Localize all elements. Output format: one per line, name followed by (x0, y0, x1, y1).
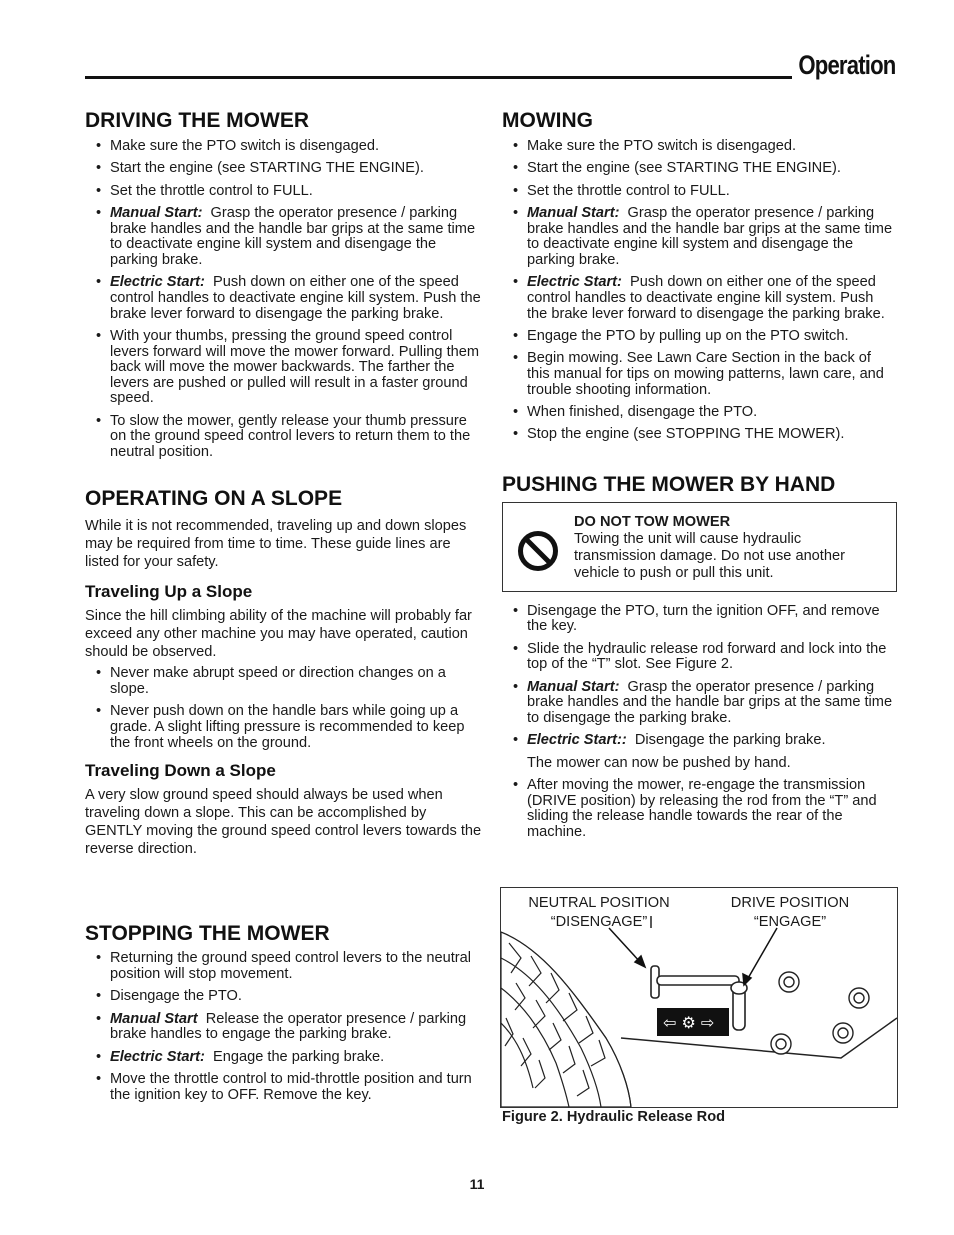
list-item-lead: Manual Start (110, 1010, 198, 1027)
list-item: • Never make abrupt speed or direction changes on a slope. (85, 666, 485, 697)
list-item-lead: Electric Start:: (527, 732, 627, 749)
list-item: • Returning the ground speed control levers to the neutral position will stop movement. (85, 951, 485, 982)
list-item: • Set the throttle control to FULL. (502, 184, 897, 200)
list-item: • Start the engine (see STARTING THE ENGINE). (85, 161, 485, 177)
bolts (771, 972, 869, 1054)
mowing-heading: MOWING (502, 109, 593, 132)
neutral-position-label (519, 894, 679, 932)
list-item: • After moving the mower, re-engage the transmission (DRIVE position) by releasing the rod from the “T” and sliding the release handle towards the rear of the machine. (502, 778, 897, 840)
list-item-text: Engage the parking brake. (213, 1048, 385, 1065)
list-item: • Set the throttle control to FULL. (85, 184, 485, 200)
list-item-text: Grasp the operator presence / parking brake handles and the handle bar grips at the same time to disengage the parking brake. (527, 678, 893, 727)
page-number: 11 (469, 1176, 485, 1192)
list-item-text: Grasp the operator presence / parking brake handles and the handle bar grips at the same time to deactivate engine kill system and disengage the parking brake. (527, 205, 893, 268)
list-item: • Never push down on the handle bars while going up a grade. A slight lifting pressure is recommended to keep the front wheels on the ground. (85, 704, 485, 751)
slope-heading: OPERATING ON A SLOPE (85, 487, 343, 511)
neutral-label-line2: “DISENGAGE” (550, 914, 648, 930)
list-item (502, 206, 897, 268)
list-item-lead: Manual Start: (110, 205, 203, 222)
list-item: • Stop the engine (see STOPPING THE MOWER). (502, 427, 897, 443)
driving-list (85, 139, 485, 460)
tow-warning-box (502, 502, 897, 592)
list-item: • When finished, disengage the PTO. (502, 405, 897, 421)
right-column (502, 108, 897, 847)
list-item (502, 275, 897, 322)
list-item: • Move the throttle control to mid-throttle position and turn the ignition key to OFF. Remove the key. (85, 1072, 485, 1103)
figure-caption: Figure 2. Hydraulic Release Rod (502, 1109, 726, 1125)
pushing-heading: PUSHING THE MOWER BY HAND (502, 472, 836, 496)
header-rule (85, 76, 792, 79)
list-item-text: Disengage the parking brake. (634, 732, 826, 749)
list-item-lead: Manual Start: (527, 678, 620, 695)
list-item-text: Grasp the operator presence / parking brake handles and the handle bar grips at the same time to deactivate engine kill system and disengage the parking brake. (110, 205, 476, 268)
list-item: • Start the engine (see STARTING THE ENGINE). (502, 161, 897, 177)
list-item: • Make sure the PTO switch is disengaged. (502, 139, 897, 155)
prohibited-icon (516, 529, 560, 573)
pushing-note-list (502, 756, 897, 841)
list-item: • Engage the PTO by pulling up on the PTO switch. (502, 329, 897, 345)
up-slope-list (85, 666, 485, 751)
warning-title: DO NOT TOW MOWER (574, 513, 731, 530)
list-item-text: Push down on either one of the speed control handles to deactivate engine kill system. Push the brake lever forward to disengage the parking brake. (110, 274, 481, 322)
left-column (85, 108, 485, 1110)
driving-heading: DRIVING THE MOWER (85, 109, 309, 132)
tire-illustration (501, 932, 631, 1107)
slope-intro: While it is not recommended, traveling up and down slopes may be required from time to time. These guide lines are listed for your safety. (85, 518, 467, 571)
section-title: Operation (798, 50, 896, 80)
decal-icon (657, 1008, 729, 1036)
list-item: • Disengage the PTO, turn the ignition OFF, and remove the key. (502, 604, 897, 635)
list-item-lead: Electric Start: (110, 274, 205, 291)
list-item: • Begin mowing. See Lawn Care Section in the back of this manual for tips on mowing patterns, lawn care, and trouble shooting information. (502, 351, 897, 398)
list-item: • Disengage the PTO. (85, 989, 485, 1005)
list-item: • Make sure the PTO switch is disengaged. (85, 139, 485, 155)
list-item (85, 206, 485, 268)
list-item-lead: Electric Start: (527, 274, 622, 291)
drive-position-label (715, 894, 865, 932)
list-item (502, 680, 897, 727)
stopping-heading: STOPPING THE MOWER (85, 922, 330, 946)
stopping-list (85, 951, 485, 1103)
list-item (502, 733, 897, 749)
down-slope-heading: Traveling Down a Slope (85, 761, 276, 781)
pushing-note: The mower can now be pushed by hand. (527, 754, 791, 771)
list-item: • With your thumbs, pressing the ground speed control levers forward will move the mower forward. Pulling them back will move the mower backwards. The farther the levers are pushed or pulled will result in a faster ground speed. (85, 329, 485, 407)
pushing-list (502, 604, 897, 749)
neutral-label-line1: NEUTRAL POSITION (528, 895, 670, 911)
list-item-text: Push down on either one of the speed control handles to deactivate engine kill system. Push the brake lever forward to disengage the parking brake. (527, 274, 885, 322)
list-item-lead: Electric Start: (110, 1048, 205, 1065)
list-item (85, 1050, 485, 1066)
warning-text: Towing the unit will cause hydraulic transmission damage. Do not use another vehicle to push or pull this unit. (574, 530, 845, 581)
list-item-lead: Manual Start: (527, 205, 620, 222)
list-item: • To slow the mower, gently release your thumb pressure on the ground speed control levers to return them to the neutral position. (85, 414, 485, 461)
list-item (85, 1012, 485, 1043)
svg-text:⇦ ⚙ ⇨: ⇦ ⚙ ⇨ (663, 1013, 715, 1032)
list-item-text: Release the operator presence / parking brake handles to engage the parking brake. (110, 1010, 467, 1043)
drive-label-line1: DRIVE POSITION (730, 895, 850, 911)
up-slope-heading: Traveling Up a Slope (85, 582, 253, 602)
up-slope-intro: Since the hill climbing ability of the machine will probably far exceed any other machine you may have operated, caution should be observed. (85, 608, 472, 661)
figure-hydraulic-release-rod (500, 887, 898, 1108)
down-slope-text: A very slow ground speed should always be used when traveling down a slope. This can be accomplished by GENTLY moving the ground speed control levers towards the reverse direction. (85, 787, 482, 858)
deck-plate (621, 916, 897, 1058)
list-item: • Slide the hydraulic release rod forward and lock into the top of the “T” slot. See Figure 2. (502, 642, 897, 673)
drive-label-line2: “ENGAGE” (753, 914, 827, 930)
list-item (85, 275, 485, 322)
mowing-list (502, 139, 897, 443)
